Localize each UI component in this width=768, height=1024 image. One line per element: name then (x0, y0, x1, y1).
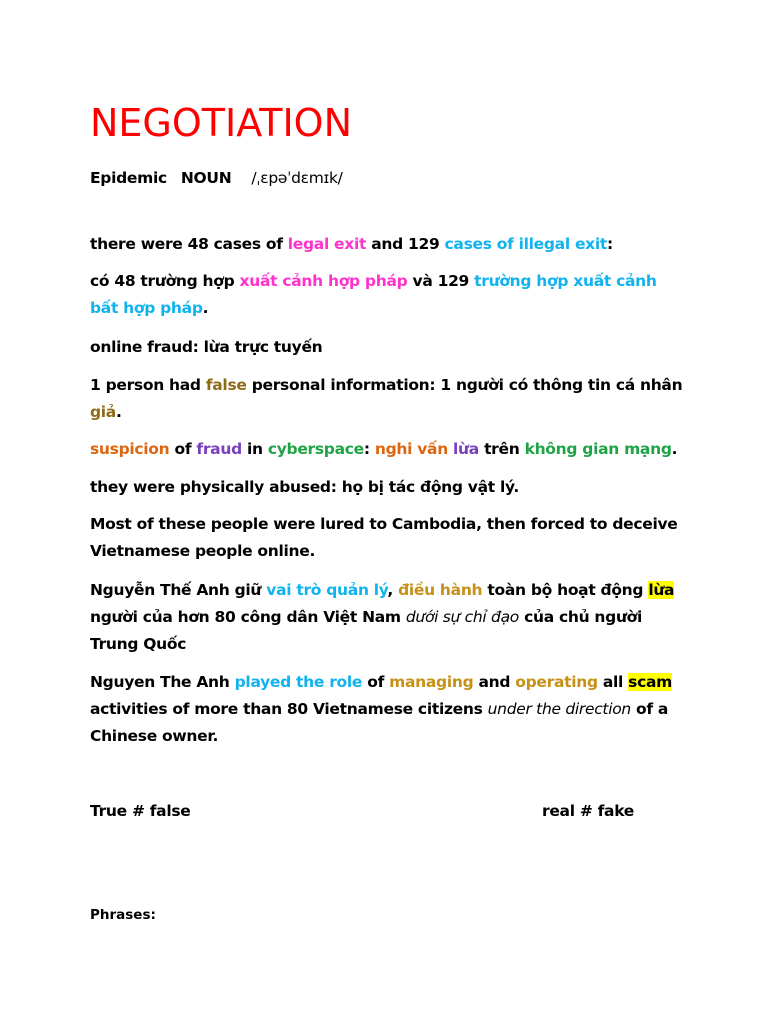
line-nguyen-vi (90, 577, 690, 658)
text-run: True # false (90, 802, 191, 820)
text-run: Most of these people were lured to Cambodia, then forced to deceive Vietnamese people online. (90, 515, 678, 560)
line-legal-exit-vi (90, 268, 680, 322)
text-run: Nguyễn Thế Anh giữ (90, 581, 267, 599)
text-run: online fraud: lừa trực tuyến (90, 338, 323, 356)
text-run: . (202, 299, 209, 317)
text-run: of (362, 673, 390, 691)
term-managing: managing (389, 673, 474, 691)
text-run: . (671, 440, 678, 458)
term-illegal-exit: cases of illegal exit (444, 235, 607, 253)
vocab-pos: NOUN (180, 169, 232, 187)
text-run: người của hơn 80 công dân Việt Nam (90, 608, 406, 626)
page-title: NEGOTIATION (90, 101, 353, 145)
text-run: and (473, 673, 516, 691)
line-online-fraud (90, 334, 690, 361)
term-scam-highlight: scam (628, 673, 672, 691)
term-illegal-exit-vi: trường hợp xuất cảnh bất hợp pháp (90, 272, 657, 317)
text-run: của chủ người Trung Quốc (90, 608, 643, 653)
vocab-line (90, 165, 690, 192)
text-run: : (363, 440, 375, 458)
line-lured-cambodia (90, 511, 690, 565)
term-nghi-van: nghi vấn (374, 440, 448, 458)
phrases-label: Phrases: (90, 907, 156, 923)
text-run: and 129 (366, 235, 445, 253)
term-lua: lừa (453, 440, 479, 458)
term-fraud: fraud (196, 440, 242, 458)
text-run: có 48 trường hợp (90, 272, 240, 290)
term-cyberspace: cyberspace (267, 440, 364, 458)
term-khong-gian-mang: không gian mạng (524, 440, 672, 458)
text-run: trên (478, 440, 525, 458)
vocab-ipa: /ˌɛpəˈdɛmɪk/ (251, 169, 343, 187)
term-played-the-role: played the role (234, 673, 363, 691)
text-run: they were physically abused: họ bị tác động vật lý. (90, 478, 519, 496)
term-legal-exit-vi: xuất cảnh hợp pháp (239, 272, 408, 290)
text-run: và 129 (407, 272, 475, 290)
term-operating: operating (515, 673, 598, 691)
text-run: , (387, 581, 399, 599)
line-physically-abused (90, 474, 690, 501)
term-vai-tro-quan-ly: vai trò quản lý (266, 581, 388, 599)
term-duoi-su-chi-dao: dưới sự chỉ đạo (405, 608, 519, 626)
term-suspicion: suspicion (90, 440, 170, 458)
pair-true-false (90, 798, 390, 825)
line-nguyen-en (90, 669, 690, 750)
text-run: : (606, 235, 613, 253)
vocab-word: Epidemic (90, 169, 167, 187)
pair-real-fake: real # fake (542, 802, 635, 820)
text-run: . (115, 403, 122, 421)
text-run: 1 person had (90, 376, 206, 394)
term-dieu-hanh: điều hành (398, 581, 483, 599)
text-run: personal information: 1 người có thông tin cá nhân (246, 376, 683, 394)
text-run: Nguyen The Anh (90, 673, 235, 691)
line-legal-exit (90, 231, 690, 258)
text-run: in (241, 440, 268, 458)
text-run: of a Chinese owner. (90, 700, 669, 745)
text-run: toàn bộ hoạt động (482, 581, 649, 599)
term-lua-highlight: lừa (648, 581, 675, 599)
line-false-info (90, 372, 690, 426)
text-run: there were 48 cases of (90, 235, 288, 253)
term-legal-exit: legal exit (287, 235, 367, 253)
line-suspicion (90, 436, 690, 463)
term-under-the-direction: under the direction (487, 700, 631, 718)
text-run: of (169, 440, 197, 458)
term-gia: giả (90, 403, 116, 421)
term-false: false (205, 376, 247, 394)
text-run: all (597, 673, 629, 691)
text-run: activities of more than 80 Vietnamese citizens (90, 700, 488, 718)
